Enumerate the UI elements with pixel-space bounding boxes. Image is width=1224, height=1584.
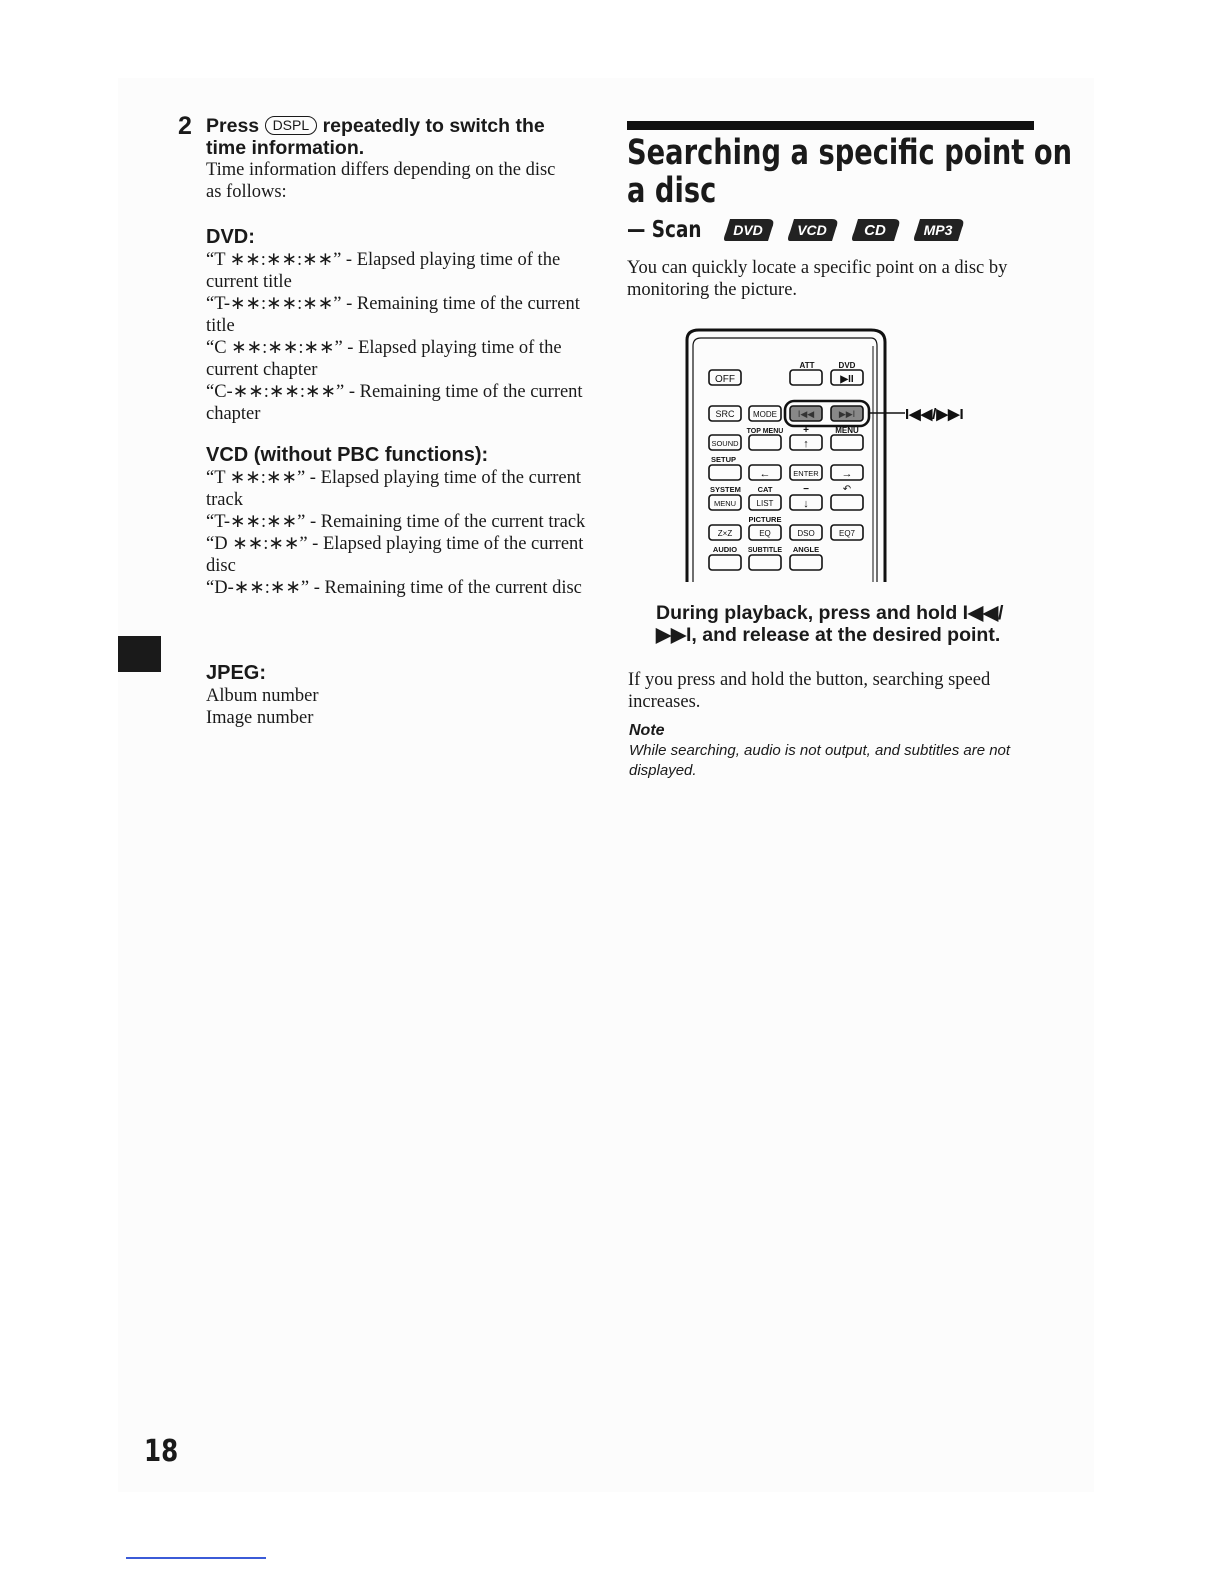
next-button-label: ▶▶I xyxy=(838,409,856,419)
remote-control-svg xyxy=(683,326,993,582)
vcd-disc-icon xyxy=(788,215,840,245)
section-tab-marker xyxy=(118,636,161,672)
vcd-section xyxy=(206,443,591,599)
minus-label: − xyxy=(803,484,809,495)
vcd-line-2: “T-∗∗:∗∗” - Remaining time of the current track xyxy=(206,512,586,532)
vcd-disc-label: VCD xyxy=(797,222,827,238)
step-instruction: During playback, press and hold I◀◀/ ▶▶I, and release at the desired point. xyxy=(656,602,1004,646)
subtitle-button xyxy=(749,555,781,570)
picture-label: PICTURE xyxy=(748,515,782,524)
audio-button xyxy=(709,555,741,570)
vcd-line-4: “D-∗∗:∗∗” - Remaining time of the current disc xyxy=(206,578,582,598)
att-button xyxy=(790,370,822,385)
step-2-press: Press xyxy=(206,115,260,137)
system-label: SYSTEM xyxy=(710,485,741,494)
vcd-heading: VCD (without PBC functions): xyxy=(206,444,489,466)
section-title xyxy=(627,133,1073,211)
note-text: While searching, audio is not output, and subtitles are not displayed. xyxy=(629,742,1011,779)
step-2-description: Time information differs depending on the disc as follows: xyxy=(206,160,556,202)
eq7-button-label: EQ7 xyxy=(838,529,856,538)
remote-control-illustration xyxy=(683,326,993,582)
prev-button-label: I◀◀ xyxy=(797,409,815,419)
left-arrow-icon: ← xyxy=(759,468,771,480)
play-pause-label: ▶II xyxy=(840,374,854,385)
jpeg-line-1: Album number xyxy=(206,686,319,706)
step-2-block xyxy=(206,115,586,203)
sound-button-label: SOUND xyxy=(711,439,739,448)
title-rule xyxy=(627,121,1034,130)
seek-callout-label: I◀◀/▶▶I xyxy=(905,406,964,423)
off-button-label: OFF xyxy=(715,374,735,385)
step-2-rest: repeatedly to switch the time information. xyxy=(206,115,545,159)
scan-subtitle xyxy=(627,212,966,248)
section-title-line-2: a disc xyxy=(627,171,717,211)
note-heading: Note xyxy=(629,722,665,739)
up-arrow-icon: ↑ xyxy=(803,438,809,450)
jpeg-line-2: Image number xyxy=(206,708,314,728)
step-number: 2 xyxy=(178,112,192,140)
cd-disc-label: CD xyxy=(864,222,886,239)
dvd-section xyxy=(206,225,591,425)
section-title-line-1: Searching a specific point on xyxy=(627,133,1073,173)
dso-button-label: DSO xyxy=(797,529,815,538)
intro-paragraph: You can quickly locate a specific point on a disc by monitoring the picture. xyxy=(627,258,1008,300)
top-menu-label: TOP MENU xyxy=(746,428,784,435)
back-label: ↶ xyxy=(842,484,852,495)
eq-button-label: EQ xyxy=(759,529,771,538)
dvd-line-2: “T-∗∗:∗∗:∗∗” - Remaining time of the current title xyxy=(206,294,580,336)
scan-label: — Scan xyxy=(627,217,702,243)
jpeg-section xyxy=(206,661,591,729)
angle-button xyxy=(790,555,822,570)
subtitle-label: SUBTITLE xyxy=(747,547,783,554)
cat-label: CAT xyxy=(757,485,773,494)
jpeg-heading: JPEG: xyxy=(206,662,267,684)
dvd-label: DVD xyxy=(838,361,856,370)
vcd-line-1: “T ∗∗:∗∗” - Elapsed playing time of the current track xyxy=(206,468,582,510)
dvd-line-3: “C ∗∗:∗∗:∗∗” - Elapsed playing time of the current chapter xyxy=(206,338,562,380)
mode-button-label: MODE xyxy=(753,410,777,419)
menu-button-label: MENU xyxy=(713,499,737,508)
dvd-disc-label: DVD xyxy=(733,222,763,238)
step-2-heading xyxy=(206,115,586,159)
vcd-line-3: “D ∗∗:∗∗” - Elapsed playing time of the current disc xyxy=(206,534,584,576)
list-button-label: LIST xyxy=(756,499,774,508)
cd-disc-icon xyxy=(852,215,902,245)
dvd-line-4: “C-∗∗:∗∗:∗∗” - Remaining time of the current chapter xyxy=(206,382,583,424)
menu-button-top xyxy=(831,435,863,450)
back-button xyxy=(831,495,863,510)
src-button-label: SRC xyxy=(715,409,735,419)
dvd-line-1: “T ∗∗:∗∗:∗∗” - Elapsed playing time of the current title xyxy=(206,250,561,292)
down-arrow-icon: ↓ xyxy=(803,498,809,510)
plus-label: + xyxy=(803,425,809,436)
zoom-button-label: Z×Z xyxy=(717,529,733,538)
press-hold-paragraph: If you press and hold the button, searching speed increases. xyxy=(628,670,991,712)
att-label: ATT xyxy=(799,361,815,370)
setup-button xyxy=(709,465,741,480)
dvd-heading: DVD: xyxy=(206,226,255,248)
enter-button-label: ENTER xyxy=(793,469,819,478)
audio-label: AUDIO xyxy=(712,545,738,554)
menu-label-top: MENU xyxy=(835,426,859,435)
angle-label: ANGLE xyxy=(792,545,820,554)
dvd-disc-icon xyxy=(724,215,776,245)
top-menu-button xyxy=(749,435,781,450)
dspl-button-icon: DSPL xyxy=(265,116,318,135)
bottom-rule xyxy=(126,1557,266,1559)
mp3-disc-label: MP3 xyxy=(923,222,953,238)
mp3-disc-icon xyxy=(914,215,966,245)
right-arrow-icon: → xyxy=(841,468,853,480)
setup-label: SETUP xyxy=(711,455,737,464)
page-number: 18 xyxy=(144,1434,179,1469)
